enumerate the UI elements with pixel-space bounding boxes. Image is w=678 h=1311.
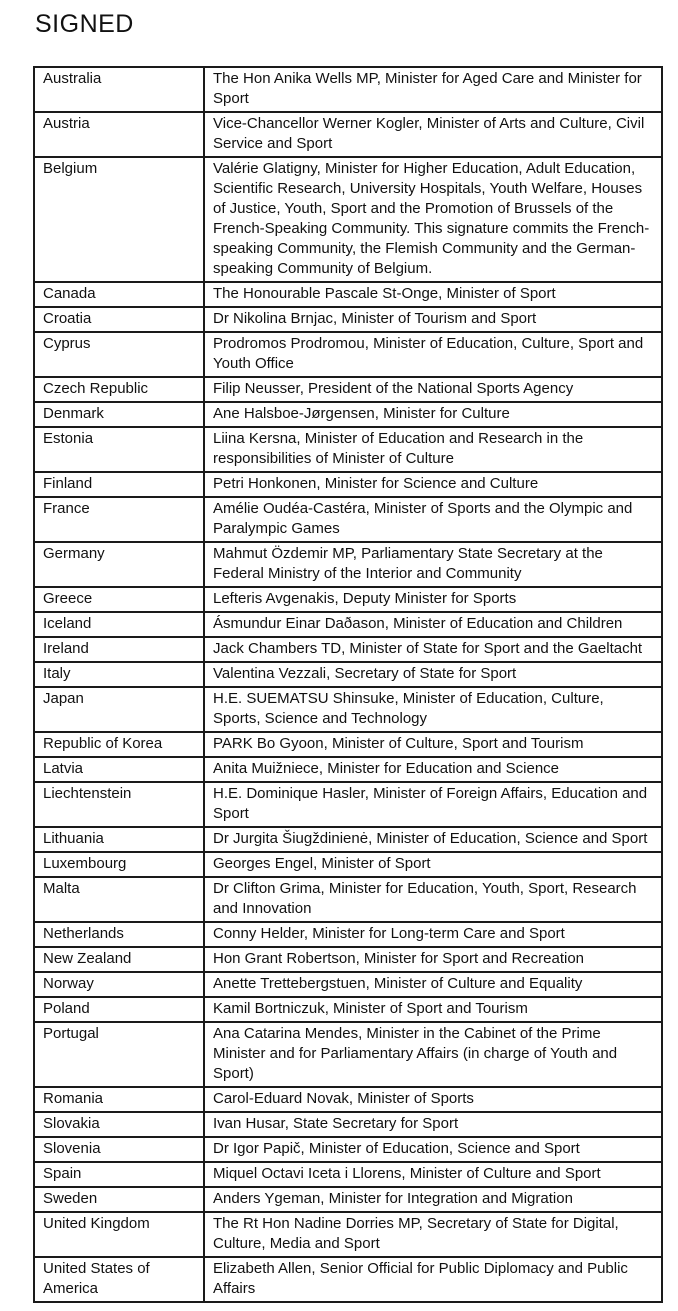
table-row [34,587,662,612]
signatory-cell: Elizabeth Allen, Senior Official for Public Diplomacy and Public Affairs [204,1257,662,1302]
signatory-cell: Miquel Octavi Iceta i Llorens, Minister of Culture and Sport [204,1162,662,1187]
table-row [34,307,662,332]
signatory-cell: H.E. SUEMATSU Shinsuke, Minister of Education, Culture, Sports, Science and Technology [204,687,662,732]
table-row [34,112,662,157]
country-cell: Sweden [34,1187,204,1212]
table-row [34,1187,662,1212]
table-row [34,1212,662,1257]
table-row [34,732,662,757]
signatory-cell: Anita Muižniece, Minister for Education and Science [204,757,662,782]
signatory-cell: Jack Chambers TD, Minister of State for Sport and the Gaeltacht [204,637,662,662]
signatory-cell: Dr Nikolina Brnjac, Minister of Tourism and Sport [204,307,662,332]
table-row [34,1162,662,1187]
country-cell: Latvia [34,757,204,782]
country-cell: Belgium [34,157,204,282]
signatory-cell: Prodromos Prodromou, Minister of Education, Culture, Sport and Youth Office [204,332,662,377]
signatory-cell: Valérie Glatigny, Minister for Higher Education, Adult Education, Scientific Research, University Hospitals, Youth Welfare, Houses of Justice, Youth, Sport and the Promotion of Brussels of the French-Speaking Community. This signature commits the French-speaking Community, the Flemish Community and the German-speaking Community of Belgium. [204,157,662,282]
table-row [34,1087,662,1112]
country-cell: Iceland [34,612,204,637]
signatory-cell: Conny Helder, Minister for Long-term Care and Sport [204,922,662,947]
table-row [34,662,662,687]
country-cell: United Kingdom [34,1212,204,1257]
table-row [34,922,662,947]
country-cell: Denmark [34,402,204,427]
table-row [34,947,662,972]
table-row [34,542,662,587]
country-cell: Malta [34,877,204,922]
country-cell: Luxembourg [34,852,204,877]
signatory-cell: Lefteris Avgenakis, Deputy Minister for Sports [204,587,662,612]
signatory-cell: The Rt Hon Nadine Dorries MP, Secretary of State for Digital, Culture, Media and Sport [204,1212,662,1257]
table-row [34,612,662,637]
signatory-cell: Ivan Husar, State Secretary for Sport [204,1112,662,1137]
signatory-cell: The Honourable Pascale St-Onge, Minister of Sport [204,282,662,307]
country-cell: New Zealand [34,947,204,972]
signatory-cell: Kamil Bortniczuk, Minister of Sport and Tourism [204,997,662,1022]
signatory-cell: Petri Honkonen, Minister for Science and Culture [204,472,662,497]
country-cell: Germany [34,542,204,587]
signatory-cell: Liina Kersna, Minister of Education and Research in the responsibilities of Minister of Culture [204,427,662,472]
country-cell: Australia [34,67,204,112]
country-cell: United States of America [34,1257,204,1302]
country-cell: Italy [34,662,204,687]
table-row [34,972,662,997]
country-cell: Poland [34,997,204,1022]
signatory-cell: Ásmundur Einar Daðason, Minister of Education and Children [204,612,662,637]
table-row [34,282,662,307]
table-row [34,377,662,402]
signatory-cell: Ane Halsboe-Jørgensen, Minister for Culture [204,402,662,427]
table-row [34,332,662,377]
country-cell: France [34,497,204,542]
table-row [34,67,662,112]
country-cell: Finland [34,472,204,497]
signatory-cell: Dr Clifton Grima, Minister for Education, Youth, Sport, Research and Innovation [204,877,662,922]
country-cell: Greece [34,587,204,612]
signatory-cell: Vice-Chancellor Werner Kogler, Minister of Arts and Culture, Civil Service and Sport [204,112,662,157]
country-cell: Austria [34,112,204,157]
table-row [34,782,662,827]
table-row [34,637,662,662]
country-cell: Czech Republic [34,377,204,402]
signatory-cell: Dr Jurgita Šiugždinienė, Minister of Education, Science and Sport [204,827,662,852]
table-row [34,402,662,427]
signatory-cell: Georges Engel, Minister of Sport [204,852,662,877]
country-cell: Portugal [34,1022,204,1087]
signatory-cell: Hon Grant Robertson, Minister for Sport and Recreation [204,947,662,972]
country-cell: Japan [34,687,204,732]
table-row [34,157,662,282]
signatory-cell: H.E. Dominique Hasler, Minister of Foreign Affairs, Education and Sport [204,782,662,827]
table-row [34,852,662,877]
signatory-cell: Mahmut Özdemir MP, Parliamentary State Secretary at the Federal Ministry of the Interior and Community [204,542,662,587]
country-cell: Slovakia [34,1112,204,1137]
country-cell: Croatia [34,307,204,332]
table-body [34,67,662,1302]
table-row [34,1112,662,1137]
country-cell: Netherlands [34,922,204,947]
signatory-cell: Anders Ygeman, Minister for Integration and Migration [204,1187,662,1212]
country-cell: Lithuania [34,827,204,852]
table-row [34,877,662,922]
table-row [34,997,662,1022]
table-row [34,757,662,782]
country-cell: Cyprus [34,332,204,377]
table-row [34,427,662,472]
table-row [34,827,662,852]
country-cell: Liechtenstein [34,782,204,827]
signatory-cell: The Hon Anika Wells MP, Minister for Aged Care and Minister for Sport [204,67,662,112]
signatory-cell: Ana Catarina Mendes, Minister in the Cabinet of the Prime Minister and for Parliamentary Affairs (in charge of Youth and Sport) [204,1022,662,1087]
country-cell: Ireland [34,637,204,662]
table-row [34,687,662,732]
signatories-table [33,66,663,1303]
table-row [34,1022,662,1087]
country-cell: Norway [34,972,204,997]
signatory-cell: Valentina Vezzali, Secretary of State for Sport [204,662,662,687]
signatory-cell: PARK Bo Gyoon, Minister of Culture, Sport and Tourism [204,732,662,757]
page-title: SIGNED [35,10,134,38]
country-cell: Republic of Korea [34,732,204,757]
signatory-cell: Anette Trettebergstuen, Minister of Culture and Equality [204,972,662,997]
table-row [34,497,662,542]
table-row [34,472,662,497]
country-cell: Romania [34,1087,204,1112]
signatory-cell: Carol-Eduard Novak, Minister of Sports [204,1087,662,1112]
country-cell: Canada [34,282,204,307]
table-row [34,1137,662,1162]
country-cell: Estonia [34,427,204,472]
signatory-cell: Amélie Oudéa-Castéra, Minister of Sports and the Olympic and Paralympic Games [204,497,662,542]
country-cell: Spain [34,1162,204,1187]
signatory-cell: Filip Neusser, President of the National Sports Agency [204,377,662,402]
signatory-cell: Dr Igor Papič, Minister of Education, Science and Sport [204,1137,662,1162]
country-cell: Slovenia [34,1137,204,1162]
